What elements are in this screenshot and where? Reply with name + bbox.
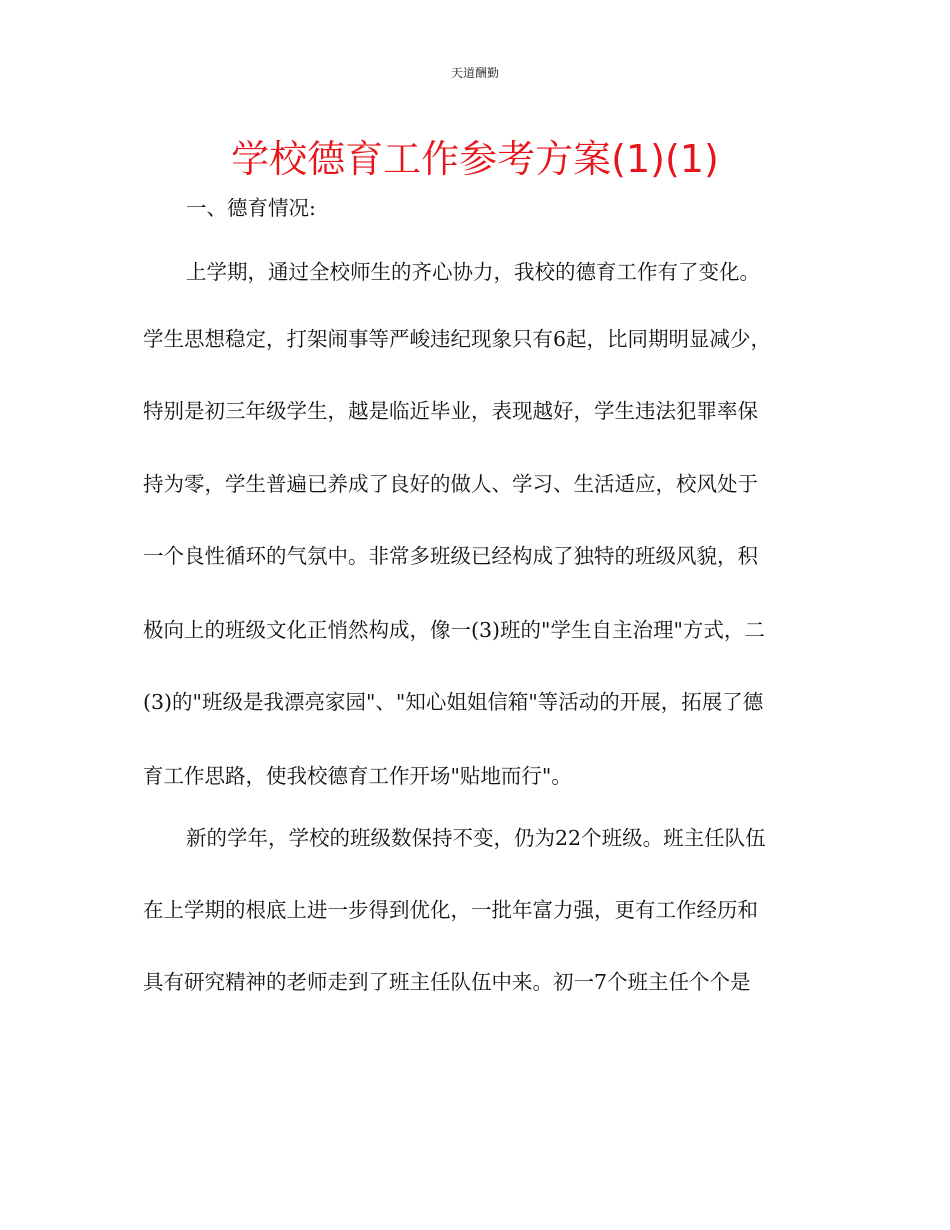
- paragraph-line: 持为零，学生普遍已养成了良好的做人、学习、生活适应，校风处于: [143, 472, 758, 496]
- paragraph-line: 具有研究精神的老师走到了班主任队伍中来。初一7个班主任个个是: [143, 970, 751, 994]
- paragraph-line: 上学期，通过全校师生的齐心协力，我校的德育工作有了变化。: [186, 260, 760, 284]
- paragraph-line: 在上学期的根底上进一步得到优化，一批年富力强，更有工作经历和: [143, 898, 758, 922]
- paragraph-line: (3)的"班级是我漂亮家园"、"知心姐姐信箱"等活动的开展，拓展了德: [143, 690, 764, 714]
- paragraph-line: 极向上的班级文化正悄然构成，像一(3)班的"学生自主治理"方式，二: [143, 618, 765, 642]
- paragraph-line: 特别是初三年级学生，越是临近毕业，表现越好，学生违法犯罪率保: [143, 399, 758, 423]
- section-heading: 一、德育情况:: [186, 196, 316, 220]
- paragraph-line: 新的学年，学校的班级数保持不变，仍为22个班级。班主任队伍: [186, 826, 766, 850]
- paragraph-line: 育工作思路，使我校德育工作开场"贴地而行"。: [143, 764, 572, 788]
- page-header: 天道酬勤: [450, 66, 499, 80]
- paragraph-line: 学生思想稳定，打架闹事等严峻违纪现象只有6起，比同期明显减少，: [143, 327, 772, 351]
- document-title: 学校德育工作参考方案(1)(1): [231, 137, 719, 181]
- paragraph-line: 一个良性循环的气氛中。非常多班级已经构成了独特的班级风貌，积: [143, 544, 758, 568]
